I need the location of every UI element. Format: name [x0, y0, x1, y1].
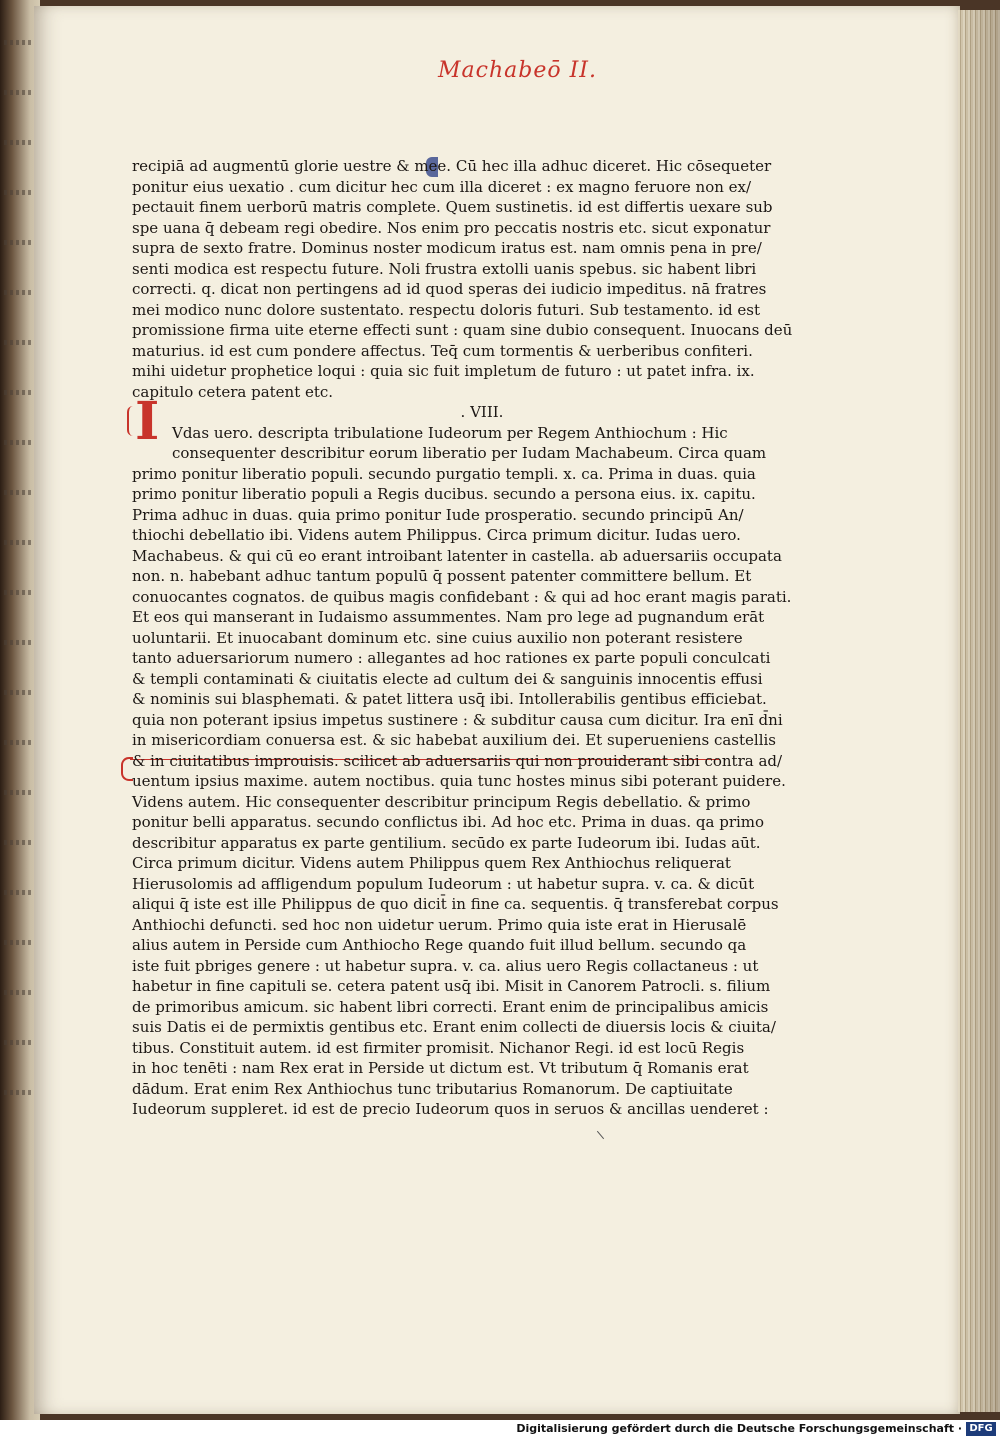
- text-line: non. n. habebant adhuc tantum populū q̄ possent patenter committere bellum. Et: [132, 567, 752, 585]
- text-line: conuocantes cognatos. de quibus magis confidebant : & qui ad hoc erant magis parati.: [132, 587, 792, 606]
- text-line: dādum. Erat enim Rex Anthiochus tunc tributarius Romanorum. De captiuitate: [132, 1079, 733, 1098]
- stacked-page-edges: [958, 10, 1000, 1412]
- text-line: consequenter describitur eorum liberatio per Iudam Machabeum. Circa quam: [172, 444, 767, 462]
- text-line: thiochi debellatio ibi. Videns autem Philippus. Circa primum dicitur. Iudas uero.: [132, 526, 741, 544]
- text-line: aliqui q̄ iste est ille Philippus de quo dicit̄ in fine ca. sequentis. q̄ transferebat corpus: [132, 895, 779, 913]
- text-line: Vdas uero. descripta tribulatione Iudeorum per Regem Anthiochum : Hic: [172, 423, 728, 442]
- text-line: ponitur belli apparatus. secundo conflictus ibi. Ad hoc etc. Prima in duas. qa primo: [132, 813, 765, 831]
- text-line: & nominis sui blasphemati. & patet littera usq̄ ibi. Intollerabilis gentibus efficiebat.: [132, 690, 767, 708]
- text-line: capitulo cetera patent etc.: [132, 382, 334, 401]
- text-line: Et eos qui manserant in Iudaismo assummentes. Nam pro lege ad pugnandum erāt: [132, 608, 765, 626]
- text-line: uoluntarii. Et inuocabant dominum etc. sine cuius auxilio non poterant resistere: [132, 628, 743, 647]
- text-line: Videns autem. Hic consequenter describitur principum Regis debellatio. & primo: [132, 792, 751, 811]
- text-line: maturius. id est cum pondere affectus. Teq̄ cum tormentis & uerberibus confiteri.: [132, 341, 753, 360]
- text-line: & in ciuitatibus improuisis. scilicet ab aduersariis qui non prouiderant sibi contra ad/: [132, 751, 783, 770]
- text-line: habetur in fine capituli se. cetera patent usq̄ ibi. Misit in Canorem Patrocli. s. filium: [132, 977, 771, 995]
- dfg-logo: DFG: [966, 1422, 996, 1436]
- text-line: Machabeus. & qui cū eo erant introibant latenter in castella. ab aduersariis occupata: [132, 546, 782, 565]
- text-line: Anthiochi defuncti. sed hoc non uidetur uerum. Primo quia iste erat in Hierusalē: [132, 915, 747, 934]
- text-line: in hoc tenēti : nam Rex erat in Perside ut dictum est. Vt tributum q̄ Romanis erat: [132, 1059, 749, 1077]
- text-line: describitur apparatus ex parte gentilium. secūdo ex parte Iudeorum ibi. Iudas aūt.: [132, 833, 761, 852]
- text-line: Hierusolomis ad affligendum populum Iudeorum : ut habetur supra. v. ca. & dicūt: [132, 874, 755, 893]
- text-line: suis Datis ei de permixtis gentibus etc. Erant enim collecti de diuersis locis & ciuita/: [132, 1018, 776, 1036]
- text-line: ponitur eius uexatio . cum dicitur hec cum illa diceret : ex magno feruore non ex/: [132, 177, 752, 196]
- text-line: supra de sexto fratre. Dominus noster modicum iratus est. nam omnis pena in pre/: [132, 239, 762, 257]
- red-initial-letter: I: [135, 398, 171, 446]
- text-line: pectauit finem uerborū matris complete. Quem sustinetis. id est differtis uexare sub: [132, 198, 773, 216]
- text-line: mei modico nunc dolore sustentato. respectu doloris futuri. Sub testamento. id est: [132, 300, 760, 319]
- text-line: primo ponitur liberatio populi a Regis ducibus. secundo a persona eius. ix. capitu.: [132, 485, 756, 503]
- running-head: Machabeō II.: [438, 58, 597, 83]
- funding-credit: Digitalisierung gefördert durch die Deutsche Forschungsgemeinschaft ·: [516, 1422, 962, 1435]
- text-line: primo ponitur liberatio populi. secundo purgatio templi. x. ca. Prima in duas. quia: [132, 464, 756, 483]
- text-line: correcti. q. dicat non pertingens ad id quod speras dei iudicio impeditus. nā fratres: [132, 280, 767, 298]
- text-line: Circa primum dicitur. Videns autem Philippus quem Rex Anthiochus reliquerat: [132, 854, 731, 872]
- chapter-number: . VIII.: [460, 403, 504, 421]
- text-line: spe uana q̄ debeam regi obedire. Nos enim pro peccatis nostris etc. sicut exponatur: [132, 218, 771, 237]
- text-line: & templi contaminati & ciuitatis electe ad cultum dei & sanguinis innocentis effusi: [132, 669, 763, 688]
- text-line: iste fuit pbriges genere : ut habetur supra. v. ca. alius uero Regis collactaneus : ut: [132, 956, 759, 975]
- text-line: de primoribus amicum. sic habent libri correcti. Erant enim de principalibus amicis: [132, 997, 769, 1016]
- main-text-column: [132, 156, 793, 1120]
- text-line: senti modica est respectu future. Noli frustra extolli uanis spebus. sic habent libri: [132, 259, 757, 278]
- text-line: alius autem in Perside cum Anthiocho Rege quando fuit illud bellum. secundo qa: [132, 936, 747, 954]
- text-line: in misericordiam conuersa est. & sic habebat auxilium dei. Et superueniens castellis: [132, 731, 776, 749]
- text-line: Iudeorum suppleret. id est de precio Iudeorum quos in seruos & ancillas uenderet :: [132, 1100, 769, 1118]
- text-line: Prima adhuc in duas. quia primo ponitur Iude prosperatio. secundo principū An/: [132, 505, 744, 524]
- text-line: recipiā ad augmentū glorie uestre & mee. Cū hec illa adhuc diceret. Hic cōsequeter: [132, 157, 772, 175]
- text-line: tanto aduersariorum numero : allegantes ad hoc rationes ex parte populi conculcati: [132, 649, 771, 667]
- text-line: quia non poterant ipsius impetus sustinere : & subditur causa cum dicitur. Ira enī d̄ni: [132, 710, 783, 729]
- footer-bar: [0, 1420, 1000, 1439]
- text-line: mihi uidetur prophetice loqui : quia sic fuit impletum de futuro : ut patet infra. ix.: [132, 362, 755, 380]
- text-line: tibus. Constituit autem. id est firmiter promisit. Nichanor Regi. id est locū Regis: [132, 1038, 745, 1057]
- text-line: uentum ipsius maxime. autem noctibus. quia tunc hostes minus sibi poterant puidere.: [132, 772, 786, 790]
- text-line: promissione firma uite eterne effecti sunt : quam sine dubio consequent. Inuocans deū: [132, 321, 793, 339]
